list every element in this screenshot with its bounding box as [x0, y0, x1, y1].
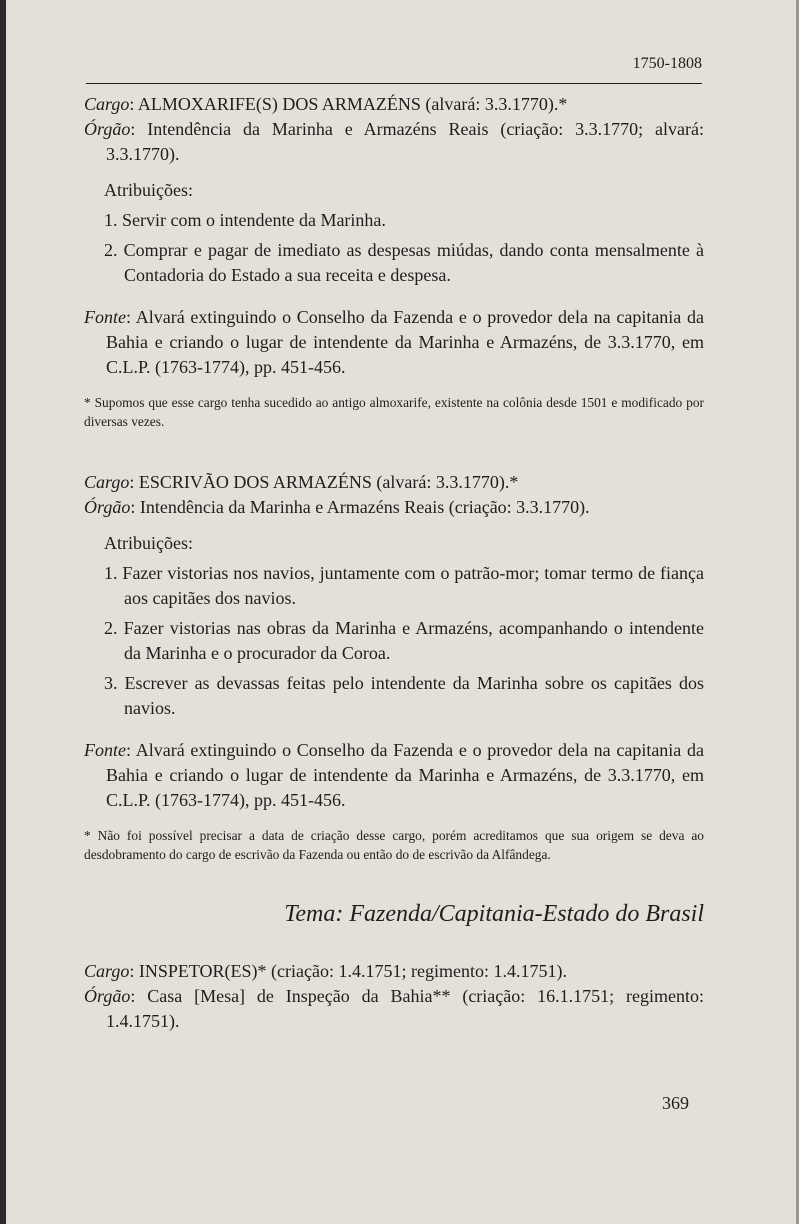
fonte-text: Alvará extinguindo o Conselho da Fazenda e o provedor dela na capitania da Bahia e criando o lugar de intendente da Marinha e Armazéns, de 3.3.1770, em C.L.P. (1763-1774), pp. 451-456.: [106, 740, 704, 810]
attribution-item: 2. Fazer vistorias nas obras da Marinha e Armazéns, acompanhando o intendente da Marinha e o procurador da Coroa.: [104, 618, 704, 663]
attribution-item: 1. Servir com o intendente da Marinha.: [104, 210, 386, 230]
cargo-line: Cargo: ALMOXARIFE(S) DOS ARMAZÉNS (alvará: 3.3.1770).*: [84, 94, 568, 114]
orgao-label: Órgão: [84, 119, 131, 139]
cargo-label: Cargo: [84, 94, 130, 114]
fonte-line: Fonte: Alvará extinguindo o Conselho da Fazenda e o provedor dela na capitania da Bahia e criando o lugar de intendente da Marinha e Armazéns, de 3.3.1770, em C.L.P. (1763-1774), pp. 451-456.: [84, 307, 704, 377]
orgao-label: Órgão: [84, 497, 131, 517]
cargo-label: Cargo: [84, 472, 130, 492]
attributions-heading: Atribuições:: [104, 533, 193, 553]
orgao-text: Intendência da Marinha e Armazéns Reais (criação: 3.3.1770; alvará: 3.3.1770).: [106, 119, 704, 164]
page-content: [84, 92, 704, 1034]
footnote: * Não foi possível precisar a data de criação desse cargo, porém acreditamos que sua origem se deva ao desdobramento do cargo de escrivão da Fazenda ou então do de escrivão da Alfândega.: [84, 828, 704, 862]
entry-escrivao: [84, 470, 704, 864]
footnote: * Supomos que esse cargo tenha sucedido ao antigo almoxarife, existente na colônia desde 1501 e modificado por diversas vezes.: [84, 395, 704, 429]
cargo-text: INSPETOR(ES)* (criação: 1.4.1751; regimento: 1.4.1751).: [138, 961, 567, 981]
orgao-line: Órgão: Casa [Mesa] de Inspeção da Bahia** (criação: 16.1.1751; regimento: 1.4.1751).: [84, 986, 704, 1031]
fonte-label: Fonte: [84, 740, 126, 760]
header-years: 1750-1808: [632, 55, 702, 72]
fonte-line: Fonte: Alvará extinguindo o Conselho da Fazenda e o provedor dela na capitania da Bahia e criando o lugar de intendente da Marinha e Armazéns, de 3.3.1770, em C.L.P. (1763-1774), pp. 451-456.: [84, 740, 704, 810]
cargo-line: Cargo: INSPETOR(ES)* (criação: 1.4.1751; regimento: 1.4.1751).: [84, 961, 567, 981]
fonte-text: Alvará extinguindo o Conselho da Fazenda e o provedor dela na capitania da Bahia e criando o lugar de intendente da Marinha e Armazéns, de 3.3.1770, em C.L.P. (1763-1774), pp. 451-456.: [106, 307, 704, 377]
page-number: 369: [662, 1093, 689, 1113]
cargo-label: Cargo: [84, 961, 130, 981]
cargo-line: Cargo: ESCRIVÃO DOS ARMAZÉNS (alvará: 3.3.1770).*: [84, 472, 519, 492]
fonte-label: Fonte: [84, 307, 126, 327]
attribution-item: 2. Comprar e pagar de imediato as despesas miúdas, dando conta mensalmente à Contadoria do Estado a sua receita e despesa.: [104, 240, 704, 285]
attribution-item: 1. Fazer vistorias nos navios, juntamente com o patrão-mor; tomar termo de fiança aos capitães dos navios.: [104, 563, 704, 608]
orgao-line: Órgão: Intendência da Marinha e Armazéns Reais (criação: 3.3.1770; alvará: 3.3.1770).: [84, 119, 704, 164]
orgao-label: Órgão: [84, 986, 131, 1006]
orgao-line: Órgão: Intendência da Marinha e Armazéns Reais (criação: 3.3.1770).: [84, 497, 590, 517]
orgao-text: Intendência da Marinha e Armazéns Reais (criação: 3.3.1770).: [139, 497, 590, 517]
attribution-item: 3. Escrever as devassas feitas pelo intendente da Marinha sobre os capitães dos navios.: [104, 673, 704, 718]
running-head: [86, 55, 702, 84]
cargo-text: ALMOXARIFE(S) DOS ARMAZÉNS (alvará: 3.3.1770).*: [137, 94, 568, 114]
theme-heading: Tema: Fazenda/Capitania-Estado do Brasil: [284, 901, 704, 927]
cargo-text: ESCRIVÃO DOS ARMAZÉNS (alvará: 3.3.1770).*: [138, 472, 519, 492]
entry-inspetor: [84, 959, 704, 1034]
entry-almoxarife: [84, 92, 704, 431]
attributions-heading: Atribuições:: [104, 180, 193, 200]
orgao-text: Casa [Mesa] de Inspeção da Bahia** (criação: 16.1.1751; regimento: 1.4.1751).: [106, 986, 704, 1031]
